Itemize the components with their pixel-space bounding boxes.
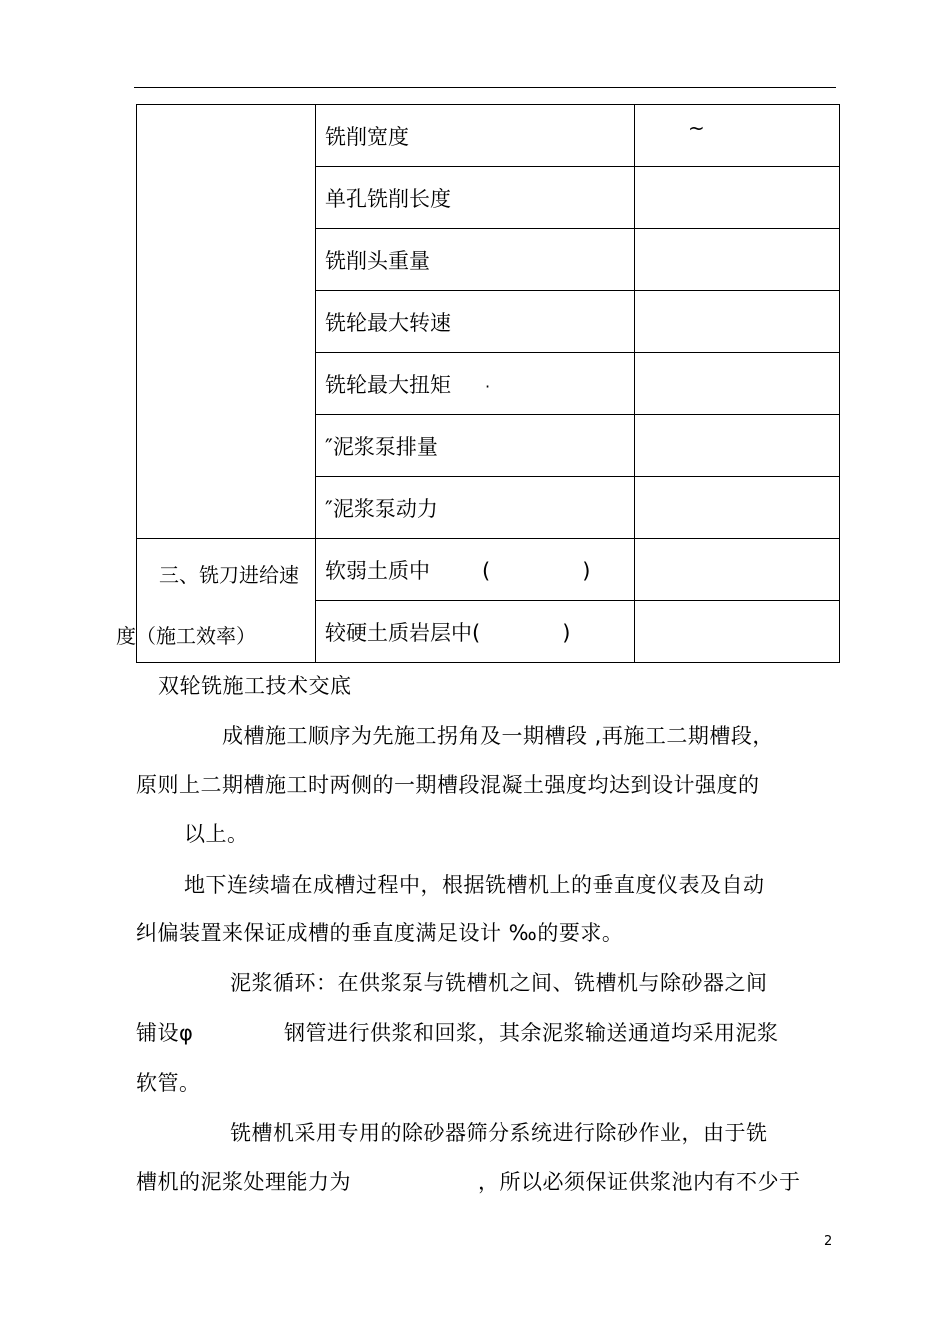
- row-value: [635, 167, 840, 229]
- dot-mark: ·: [485, 376, 491, 396]
- paren-close: ): [582, 558, 591, 583]
- row-label: 铣削宽度: [316, 105, 635, 167]
- paragraph-line: 以上。: [184, 822, 249, 846]
- paragraph-line: 铣槽机采用专用的除砂器筛分系统进行除砂作业，由于铣: [230, 1121, 768, 1145]
- row-label: 软弱土质中: [325, 558, 430, 583]
- row-label: 铣轮最大转速: [316, 291, 635, 353]
- spec-table: [116, 104, 840, 663]
- row-value: [635, 105, 840, 167]
- row-label: 较硬土质岩层中: [325, 620, 472, 645]
- table-row: [137, 539, 840, 601]
- row-value: [635, 353, 840, 415]
- group-label-line1: 三、铣刀进给速: [159, 563, 299, 587]
- row-value: [635, 539, 840, 601]
- paragraph-line: 槽机的泥浆处理能力为: [136, 1170, 351, 1194]
- tilde-mark: ~: [688, 115, 705, 140]
- paragraph-line: ，所以必须保证供浆池内有不少于: [478, 1170, 801, 1194]
- page-number: 2: [824, 1234, 833, 1249]
- group-cell-empty: [137, 105, 316, 539]
- paren-open: (: [482, 558, 491, 583]
- paragraph-line: 纠偏装置来保证成槽的垂直度满足设计 ‰的要求。: [136, 921, 624, 945]
- row-label: 铣削头重量: [316, 229, 635, 291]
- paragraph-line: 钢管进行供浆和回浆，其余泥浆输送通道均采用泥浆: [284, 1021, 779, 1045]
- row-value: [635, 601, 840, 663]
- paren-open: (: [472, 620, 481, 645]
- row-label: ″泥浆泵排量: [316, 415, 635, 477]
- row-label-cell: [316, 353, 635, 415]
- paragraph-line: 铺设φ: [136, 1021, 194, 1045]
- group-label-line2: 度（施工效率）: [116, 624, 256, 648]
- section-heading: 双轮铣施工技术交底: [158, 674, 352, 698]
- table-row: [137, 105, 840, 167]
- row-label-cell: [316, 601, 635, 663]
- paragraph-line: 地下连续墙在成槽过程中，根据铣槽机上的垂直度仪表及自动: [184, 873, 765, 897]
- group-cell: [116, 539, 316, 663]
- row-label: 铣轮最大扭矩: [325, 372, 451, 397]
- paragraph-line: 成槽施工顺序为先施工拐角及一期槽段 ,再施工二期槽段，: [222, 724, 774, 748]
- row-value: [635, 229, 840, 291]
- row-value: [635, 477, 840, 539]
- paragraph-line: 软管。: [136, 1071, 201, 1095]
- row-label-cell: [316, 539, 635, 601]
- row-label: 单孔铣削长度: [316, 167, 635, 229]
- header-rule: [134, 87, 836, 88]
- paragraph-line: 原则上二期槽施工时两侧的一期槽段混凝土强度均达到设计强度的: [136, 773, 760, 797]
- paragraph-line: 泥浆循环：在供浆泵与铣槽机之间、铣槽机与除砂器之间: [230, 971, 768, 995]
- paren-close: ): [562, 620, 571, 645]
- row-value: [635, 415, 840, 477]
- row-value: [635, 291, 840, 353]
- row-label: ″泥浆泵动力: [316, 477, 635, 539]
